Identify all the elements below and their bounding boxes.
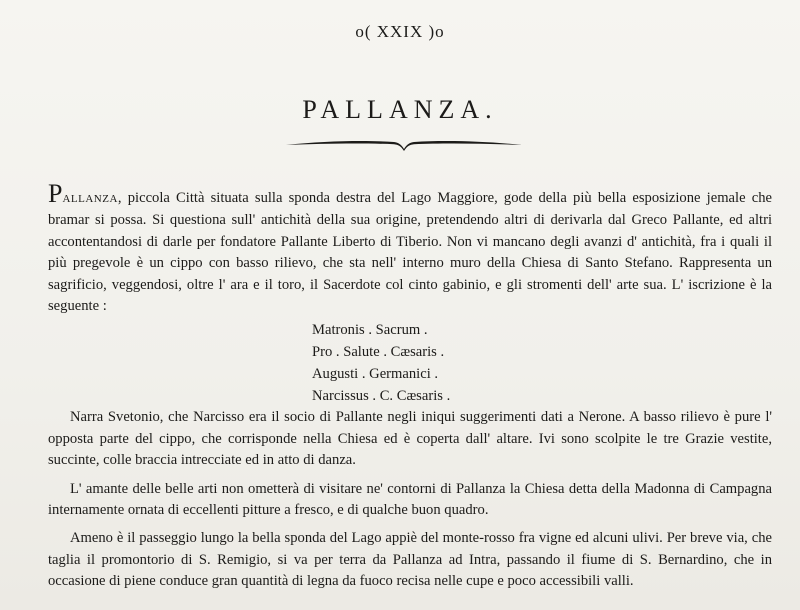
inscription-line: Pro . Salute . Cæsaris . [312, 344, 445, 361]
paragraph-svetonio: Narra Svetonio, che Narcisso era il socio di Pallante negli iniqui suggerimenti dati a Nerone. A basso rilievo è pure l' opposta parte del cippo, che corrisponde nella Chiesa ed è coperta dall' altare. Ivi sono scolpite le tre Grazie vestite, succinte, colle braccia intrecciate ed in atto di danza. [48, 409, 772, 469]
title-ornament-rule [284, 135, 524, 155]
inscription-line: Narcissus . C. Cæsaris . [312, 388, 451, 405]
article-body [48, 179, 772, 593]
latin-inscription [48, 319, 772, 407]
lead-word-small-caps: ALLANZA [62, 193, 118, 205]
paragraph-intro-text: , piccola Città situata sulla sponda destra del Lago Maggiore, gode della più bella esposizione jemale che bramar si possa. Si questiona sull' antichità della sua origine, pretendendo altri di derivarla dal Greco Pallante, ed altri accontentandosi di darle per fondatore Pallante Liberto di Tiberio. Non vi mancano degli avanzi d' antichità, fra i quali il più pregevole è un cippo con basso rilievo, che sta nell' interno muro della Chiesa di Santo Stefano. Rappresenta un sagrificio, veggendosi, oltre l' ara e il toro, il Sacerdote col cinto gabinio, e gli stromenti dell' arte sua. L' iscrizione è la seguente : [48, 190, 772, 315]
paragraph-promenade: Ameno è il passeggio lungo la bella sponda del Lago appiè del monte-rosso fra vigne ed alcuni ulivi. Per breve via, che taglia il promontorio di S. Remigio, si va per terra da Pallanza ad Intra, passando il fiume di S. Bernardino, che in occasione di piene conduce gran quantità di legna da fuoco recisa nelle cupe e poco accessibili valli. [48, 530, 772, 590]
drop-cap: P [48, 179, 63, 208]
page-title: PALLANZA. [302, 95, 498, 124]
inscription-line: Matronis . Sacrum . [312, 322, 428, 339]
paragraph-intro [48, 179, 772, 317]
paragraph-fine-arts: L' amante delle belle arti non ometterà di visitare ne' contorni di Pallanza la Chiesa detta della Madonna di Campagna internamente ornata di eccellenti pitture a fresco, e di qualche buon quadro. [48, 480, 772, 519]
inscription-line: Augusti . Germanici . [312, 366, 439, 383]
page-number: o( XXIX )o [355, 22, 445, 41]
